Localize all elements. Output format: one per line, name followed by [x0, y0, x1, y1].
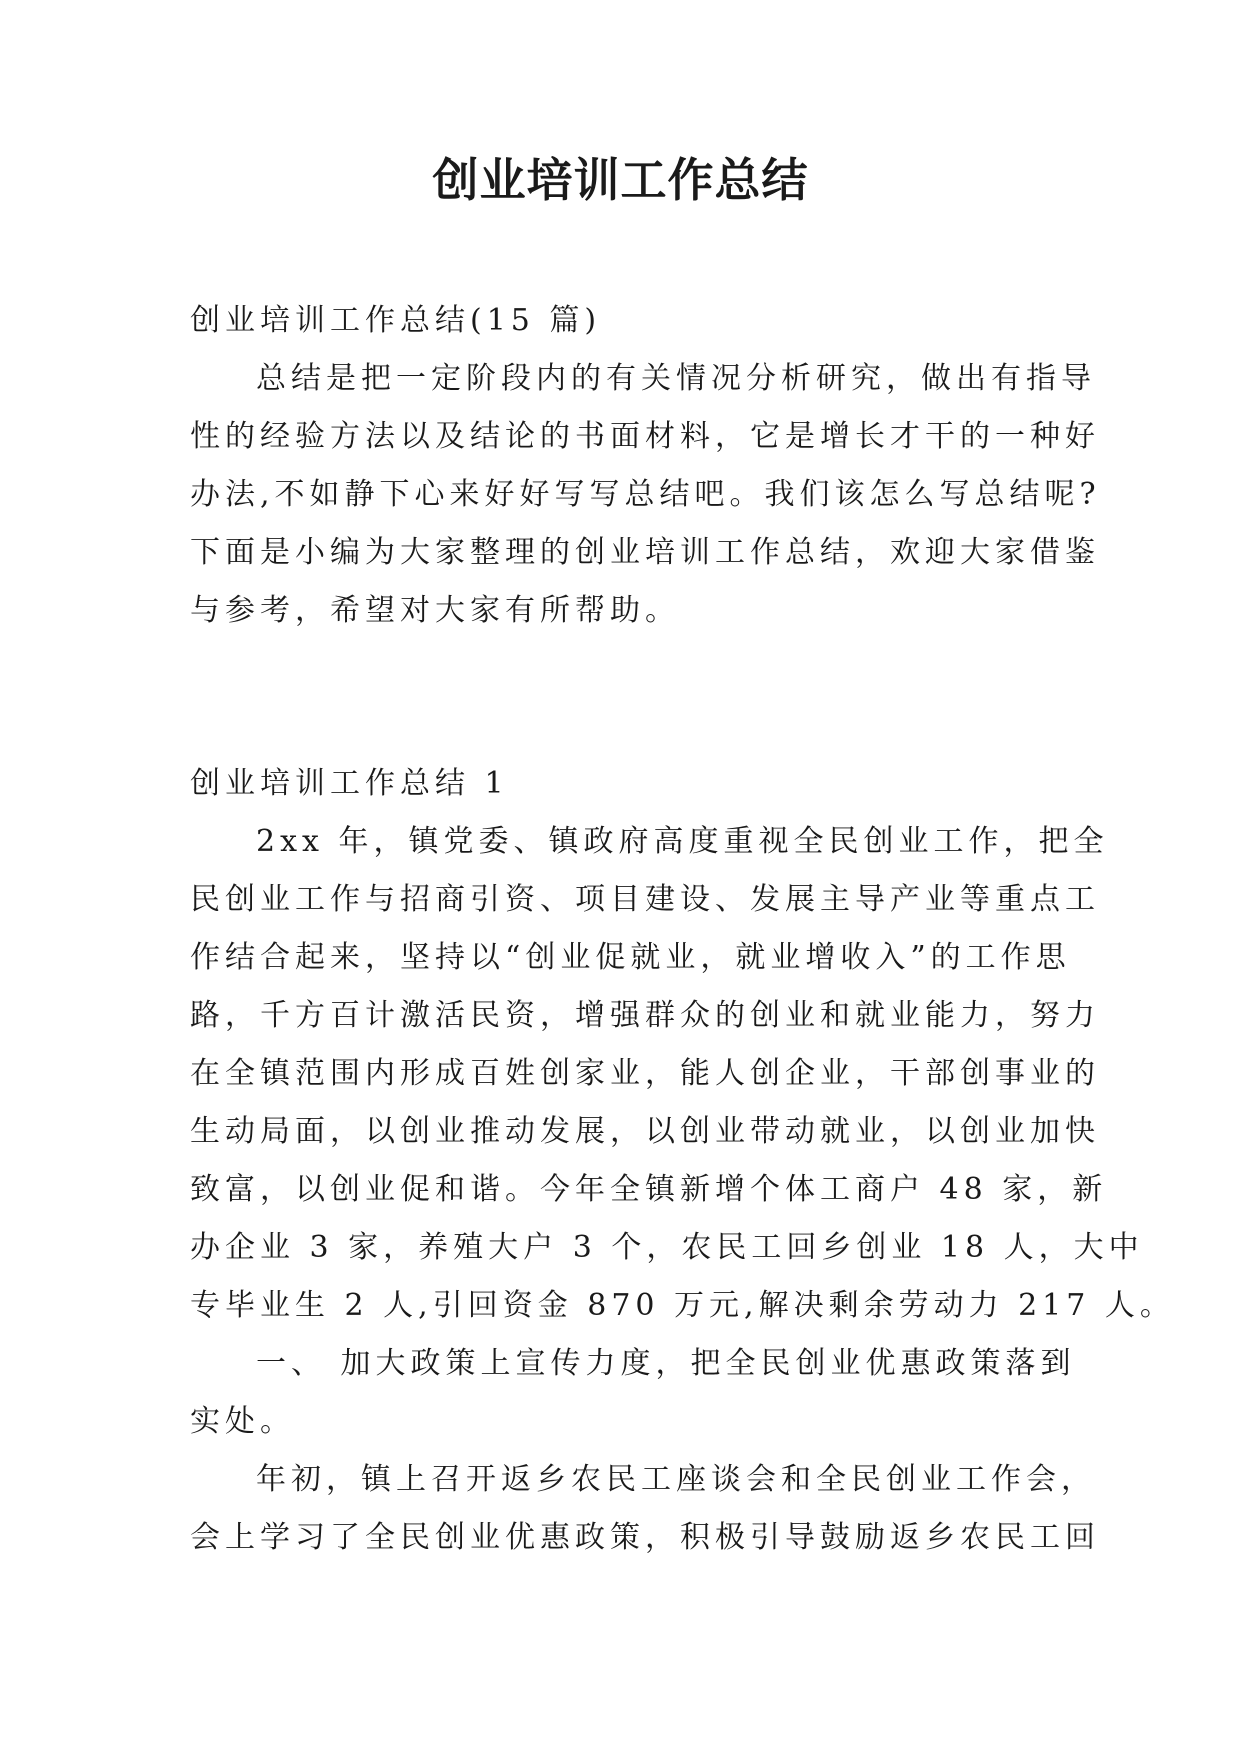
- body-line-3: 作结合起来，坚持以“创业促就业，就业增收入”的工作思: [190, 940, 1071, 975]
- intro-line-2: 性的经验方法以及结论的书面材料，它是增长才干的一种好: [190, 419, 1100, 454]
- body-line-13: 会上学习了全民创业优惠政策，积极引导鼓励返乡农民工回: [190, 1520, 1100, 1555]
- intro-line-3: 办法,不如静下心来好好写写总结吧。我们该怎么写总结呢?: [190, 477, 1101, 512]
- body-line-6: 生动局面，以创业推动发展，以创业带动就业，以创业加快: [190, 1114, 1100, 1149]
- subtitle: 创业培训工作总结(15 篇): [190, 303, 602, 338]
- intro-line-1: 总结是把一定阶段内的有关情况分析研究，做出有指导: [256, 361, 1096, 396]
- body-line-10: 一、 加大政策上宣传力度，把全民创业优惠政策落到: [256, 1346, 1076, 1381]
- body-line-1: 2xx 年，镇党委、镇政府高度重视全民创业工作，把全: [256, 824, 1109, 859]
- section-heading: 创业培训工作总结 1: [190, 766, 509, 801]
- intro-line-4: 下面是小编为大家整理的创业培训工作总结，欢迎大家借鉴: [190, 535, 1100, 570]
- body-line-2: 民创业工作与招商引资、项目建设、发展主导产业等重点工: [190, 882, 1100, 917]
- body-line-12: 年初，镇上召开返乡农民工座谈会和全民创业工作会，: [256, 1462, 1096, 1497]
- intro-line-5: 与参考，希望对大家有所帮助。: [190, 593, 680, 628]
- body-line-9: 专毕业生 2 人,引回资金 870 万元,解决剩余劳动力 217 人。: [190, 1288, 1175, 1323]
- page-title: 创业培训工作总结: [432, 153, 809, 207]
- body-line-7: 致富，以创业促和谐。今年全镇新增个体工商户 48 家，新: [190, 1172, 1108, 1207]
- body-line-4: 路，千方百计激活民资，增强群众的创业和就业能力，努力: [190, 998, 1100, 1033]
- body-line-8: 办企业 3 家，养殖大户 3 个，农民工回乡创业 18 人，大中: [190, 1230, 1144, 1265]
- body-line-11: 实处。: [190, 1404, 295, 1439]
- body-line-5: 在全镇范围内形成百姓创家业，能人创企业，干部创事业的: [190, 1056, 1100, 1091]
